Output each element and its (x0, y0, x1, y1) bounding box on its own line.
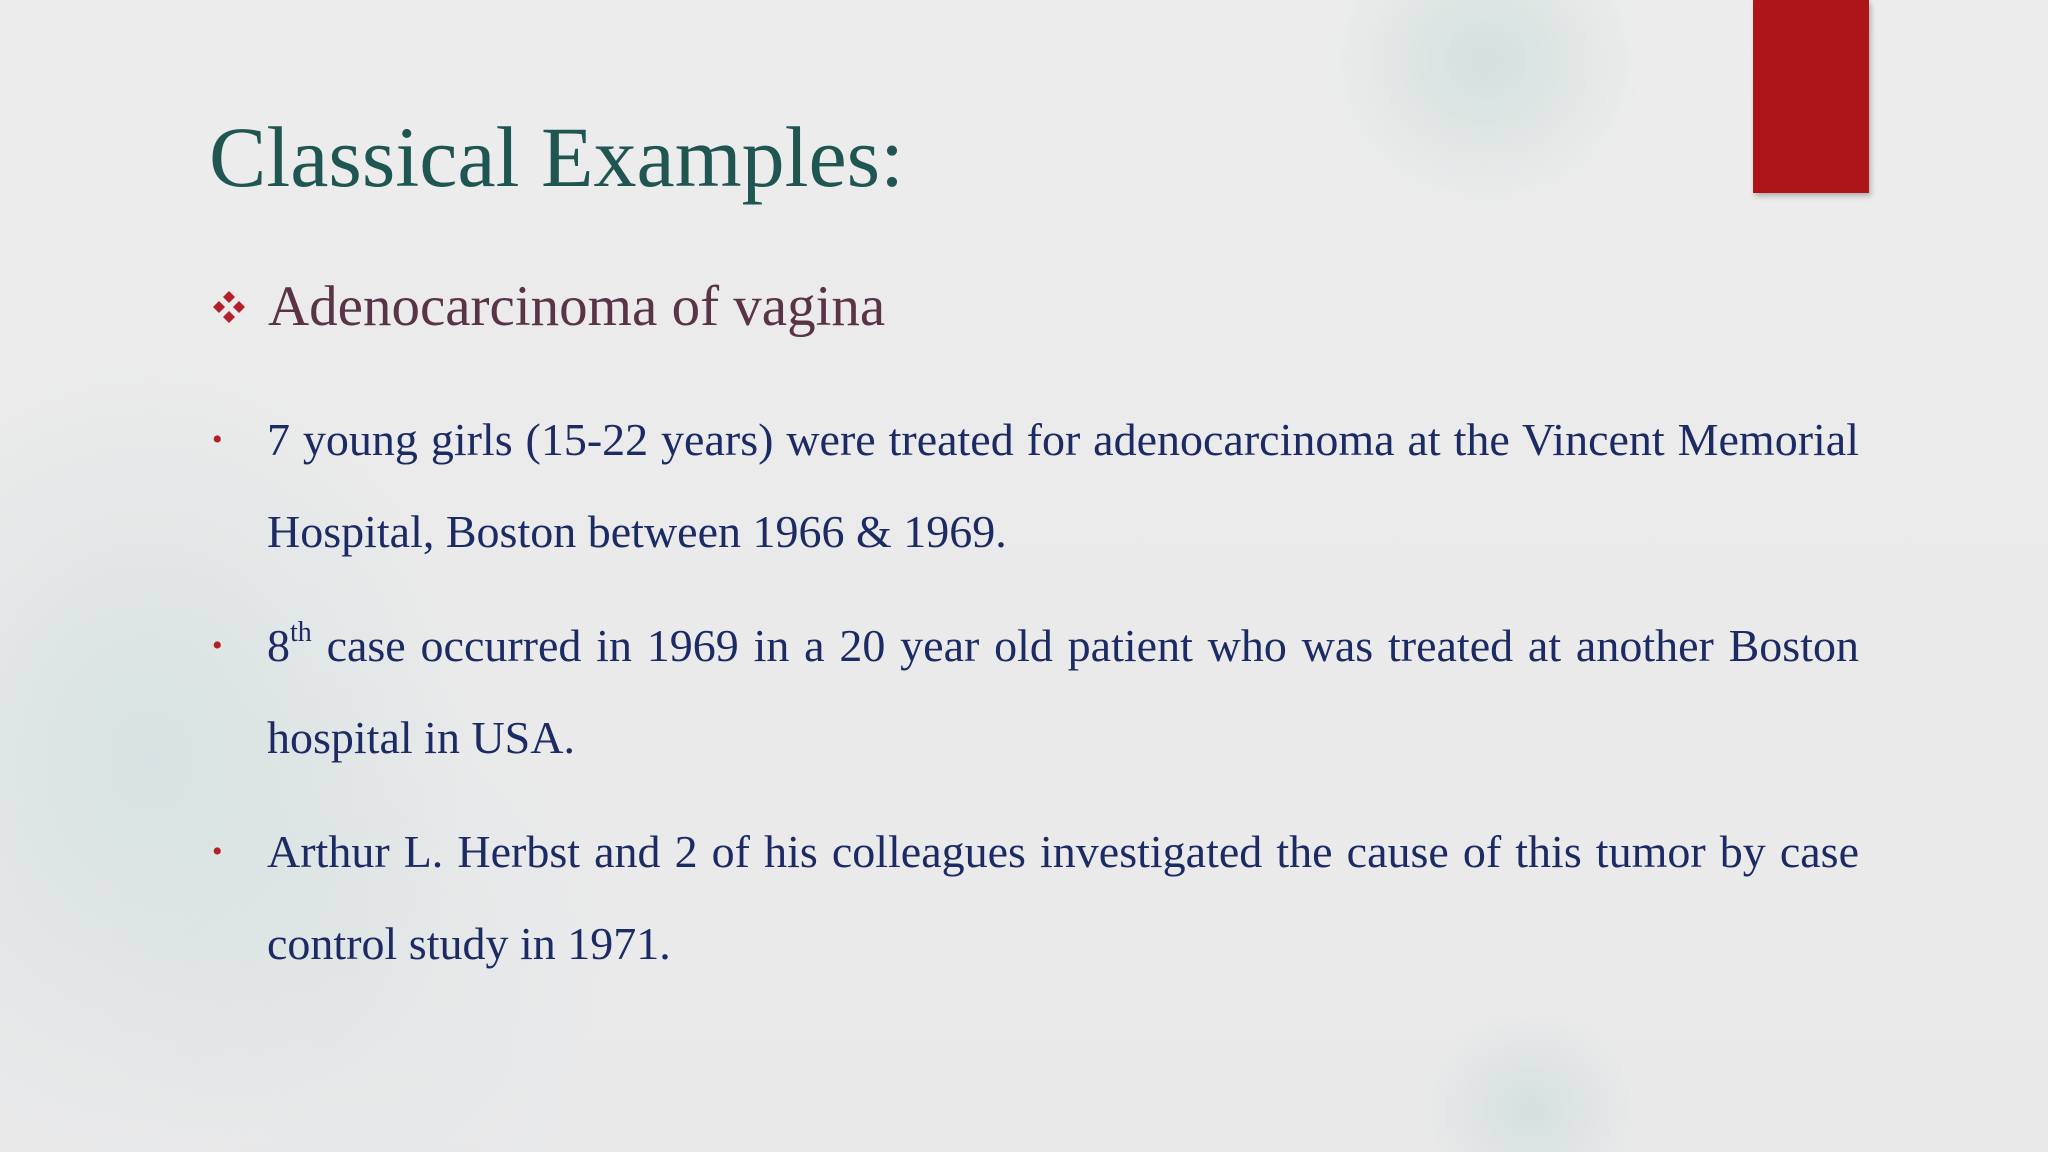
bullet-dot: • (212, 629, 223, 662)
slide-title: Classical Examples: (209, 109, 905, 205)
bullet-text: Arthur L. Herbst and 2 of his colleagues investigated the cause of this tumor by case control study in 1971. (267, 826, 1859, 969)
bullet-lead: 8 (267, 620, 290, 671)
bullet-item (209, 600, 1859, 784)
subheading (209, 272, 885, 342)
accent-bar (1753, 0, 1869, 193)
bullet-dot: • (212, 835, 223, 868)
bullet-text: case occurred in 1969 in a 20 year old patient who was treated at another Boston hospital in USA. (267, 620, 1859, 763)
bullet-dot: • (212, 423, 223, 456)
subheading-text: Adenocarcinoma of vagina (268, 274, 886, 338)
diamond-quad-icon (209, 287, 249, 327)
bullet-superscript: th (290, 617, 312, 648)
bullet-list (209, 394, 1859, 1012)
bullet-item (209, 394, 1859, 578)
bullet-item (209, 806, 1859, 990)
bullet-text: 7 young girls (15-22 years) were treated for adenocarcinoma at the Vincent Memorial Hospital, Boston between 1966 & 1969. (267, 414, 1859, 557)
